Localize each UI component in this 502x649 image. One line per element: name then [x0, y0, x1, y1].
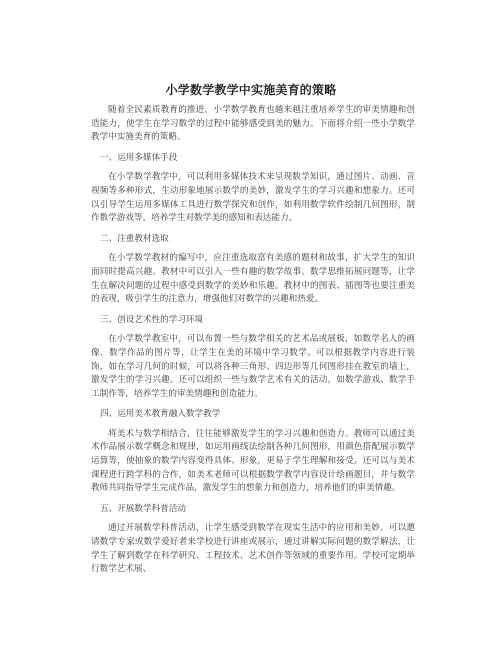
section-heading: 三、创设艺术性的学习环境 — [100, 314, 204, 325]
document-body — [91, 104, 415, 584]
section-paragraph: 在小学数学教学中，可以利用多媒体技术来呈现数学知识，通过图片、动画、音视频等多种形式，生动形象地展示数学的美妙，激发学生的学习兴趣和想象力。还可以引导学生运用多媒体工具进行数学探究和创作，如利用数学软件绘制几何图形，制作数学游戏等，培养学生对数学美的感知和表达能力。 — [91, 172, 415, 224]
section-heading: 一、运用多媒体手段 — [100, 152, 178, 163]
section-paragraph: 在小学数学教材的编写中，应注重选取富有美感的题材和故事，扩大学生的知识面同时提高兴趣。教材中可以引入一些有趣的数学故事、数学思维拓展问题等，让学生在解决问题的过程中感受到数学的美妙和乐趣。教材中的图表、插图等也要注重美的表现，吸引学生的注意力，增强他们对数学的兴趣和热爱。 — [91, 253, 415, 305]
section-paragraph: 通过开展数学科普活动，让学生感受到数学在现实生活中的应用和美妙。可以邀请数学专家或数学爱好者来学校进行讲座或展示，通过讲解实际问题的数学解法，让学生了解到数学在科学研究、工程技术、艺术创作等领域的重要作用。学校可定期举行数学艺术展、 — [91, 523, 415, 575]
section-heading: 二、注重教材选取 — [100, 233, 169, 244]
document-title: 小学数学教学中实施美育的策略 — [165, 83, 337, 97]
section-paragraph: 在小学数学教室中，可以布置一些与数学相关的艺术品或展板，如数学名人的画像、数学作品的图片等，让学生在美的环境中学习数学。可以根据教学内容进行装饰，如在学习几何的时候，可以将各种三角形、四边形等几何图形挂在教室的墙上，激发学生的学习兴趣。还可以组织一些与数学艺术有关的活动，如数学游戏、数学手工制作等，培养学生的审美情趣和创造能力。 — [91, 334, 415, 399]
section-heading: 四、运用美术教育融入数学教学 — [100, 409, 221, 420]
section-heading: 五、开展数学科普活动 — [100, 503, 186, 514]
intro-paragraph: 随着全民素质教育的推进，小学数学教育也越来越注重培养学生的审美情趣和创造能力，使学生在学习数学的过程中能够感受到美的魅力。下面将介绍一些小学数学教学中实施美育的策略。 — [91, 105, 415, 143]
section-paragraph: 将美术与数学相结合，往往能够激发学生的学习兴趣和创造力。教师可以通过美术作品展示数学概念和规律，如运用画线法绘制各种几何图形，用颜色搭配展示数学运算等，使抽象的数学内容变得具体、形象，更易于学生理解和接受。还可以与美术课程进行跨学科的合作，如美术老师可以根据数学教学内容设计绘画题目，并与数学教师共同指导学生完成作品，激发学生的想象力和创造力，培养他们的审美情趣。 — [91, 428, 415, 494]
